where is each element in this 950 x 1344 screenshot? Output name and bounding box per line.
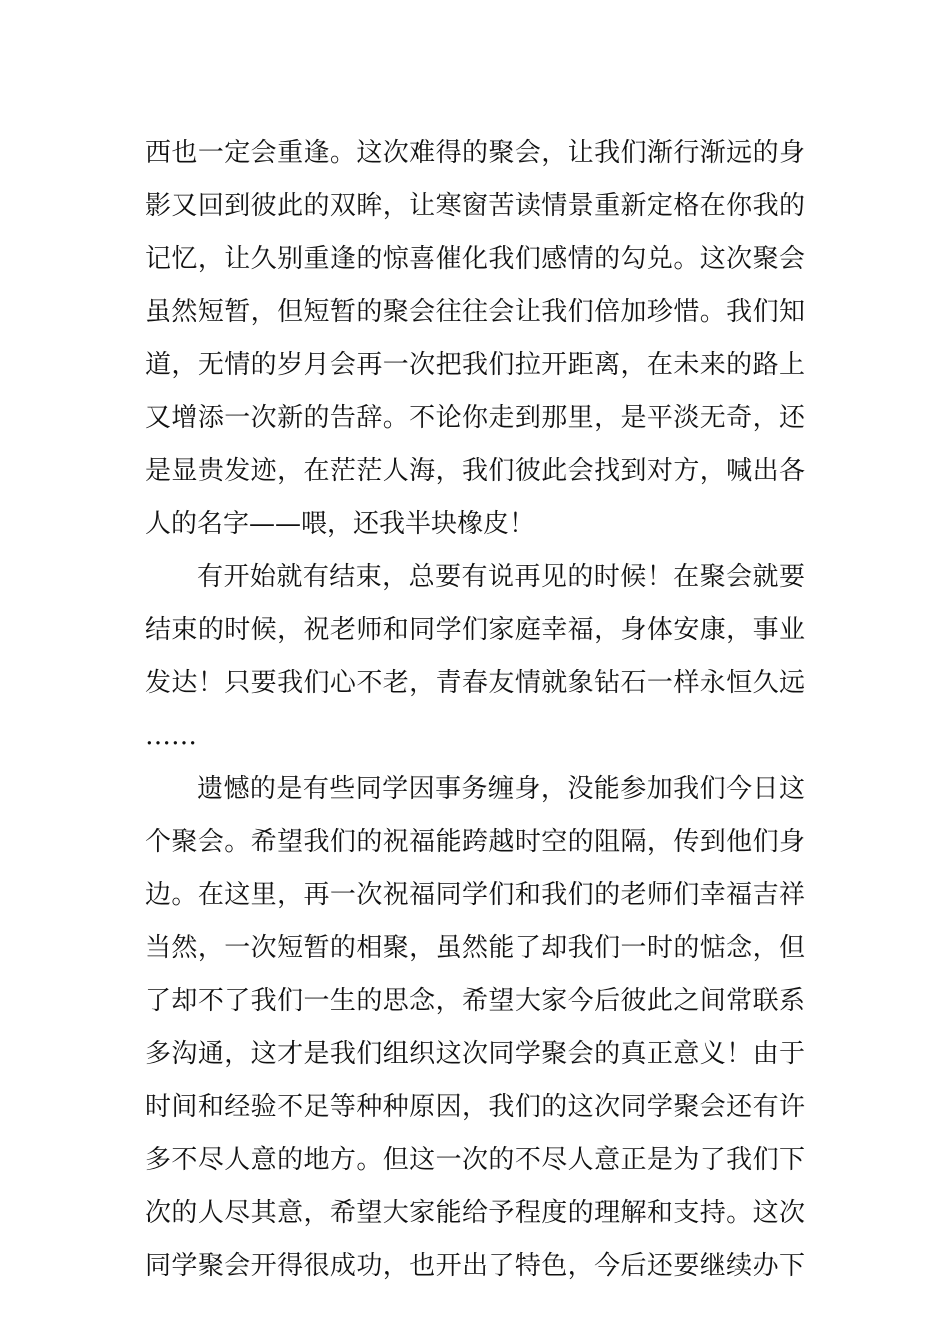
text-line: 同学聚会开得很成功，也开出了特色，今后还要继续办下	[145, 1251, 805, 1281]
text-line: 时间和经验不足等种种原因，我们的这次同学聚会还有许	[145, 1092, 805, 1122]
text-line: 人的名字——喂，还我半块橡皮！	[145, 509, 536, 539]
text-line: 发达！只要我们心不老，青春友情就象钻石一样永恒久远	[145, 668, 805, 698]
text-line: 个聚会。希望我们的祝福能跨越时空的阻隔，传到他们身	[145, 827, 805, 857]
text-line: 遗憾的是有些同学因事务缠身，没能参加我们今日这	[197, 774, 805, 804]
text-line: 虽然短暂，但短暂的聚会往往会让我们倍加珍惜。我们知	[145, 297, 805, 327]
text-line: 了却不了我们一生的思念，希望大家今后彼此之间常联系	[145, 986, 805, 1016]
text-line: 道，无情的岁月会再一次把我们拉开距离，在未来的路上	[145, 350, 805, 380]
text-line: 有开始就有结束，总要有说再见的时候！在聚会就要	[197, 562, 805, 592]
text-line: 多沟通，这才是我们组织这次同学聚会的真正意义！由于	[145, 1039, 805, 1069]
text-line: 又增添一次新的告辞。不论你走到那里，是平淡无奇，还	[145, 403, 805, 433]
text-line: 西也一定会重逢。这次难得的聚会，让我们渐行渐远的身	[145, 138, 805, 168]
text-line: 多不尽人意的地方。但这一次的不尽人意正是为了我们下	[145, 1145, 805, 1175]
text-line: 当然，一次短暂的相聚，虽然能了却我们一时的惦念，但	[145, 933, 805, 963]
text-line: ……	[145, 721, 197, 751]
text-line: 次的人尽其意，希望大家能给予程度的理解和支持。这次	[145, 1198, 805, 1228]
text-line: 结束的时候，祝老师和同学们家庭幸福，身体安康，事业	[145, 615, 805, 645]
text-line: 影又回到彼此的双眸，让寒窗苦读情景重新定格在你我的	[145, 191, 805, 221]
text-line: 边。在这里，再一次祝福同学们和我们的老师们幸福吉祥	[145, 880, 805, 910]
text-line: 记忆，让久别重逢的惊喜催化我们感情的勾兑。这次聚会	[145, 244, 805, 274]
text-line: 是显贵发迹，在茫茫人海，我们彼此会找到对方，喊出各	[145, 456, 805, 486]
